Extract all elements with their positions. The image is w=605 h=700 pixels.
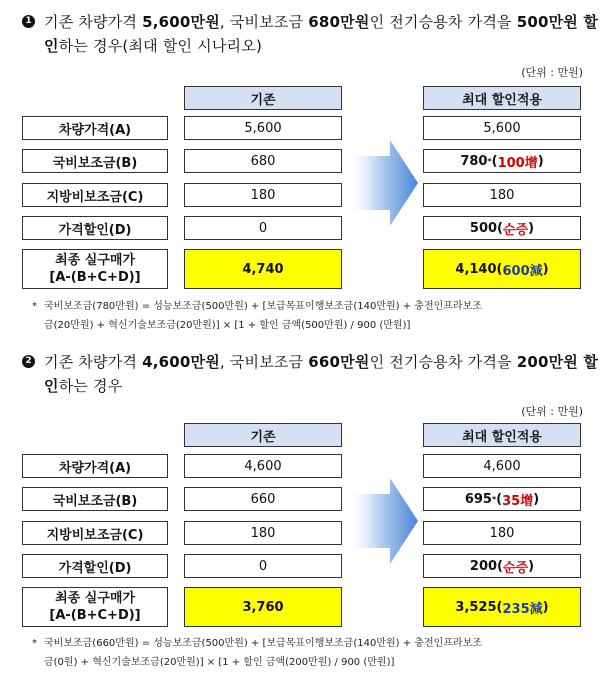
unit-note: (단위 : 만원) (521, 405, 583, 418)
after-value: 4,140 (455, 261, 497, 277)
label-line: [A-(B+C+D)] (49, 270, 141, 285)
paren: ( (496, 599, 503, 615)
column-header-before: 기존 (184, 423, 342, 447)
paren: ) (528, 220, 535, 236)
delta-increase: 순증 (503, 560, 529, 576)
row-label: 가격할인(D) (22, 554, 168, 578)
final-price-label (22, 587, 168, 627)
footnote-star: * (32, 301, 37, 312)
footnote-marker: * (491, 494, 497, 504)
label-line: 최종 실구매가 (55, 591, 135, 606)
label-line: 최종 실구매가 (55, 253, 135, 268)
value-after (423, 216, 581, 240)
value-after (423, 554, 581, 578)
heading-part: , 국비보조금 (219, 353, 309, 371)
footnote-line: 국비보조금(660만원) = 성능보조금(500만원) + [보급목표이행보조금(140만원) + 충전인프라보조 (44, 638, 482, 649)
delta-decrease: 235減 (502, 601, 543, 617)
value-before: 0 (184, 554, 342, 578)
value-after: 180 (423, 183, 581, 207)
heading-part: 기존 차량가격 (44, 353, 143, 371)
unit-note: (단위 : 만원) (521, 66, 583, 79)
final-after (423, 249, 581, 289)
heading-part: 기존 차량가격 (44, 13, 143, 31)
value-after: 4,600 (423, 454, 581, 478)
value-after: 5,600 (423, 116, 581, 140)
value-after: 180 (423, 521, 581, 545)
after-value: 695 (464, 491, 492, 507)
delta-increase: 순증 (503, 222, 529, 238)
delta-increase: 100增 (497, 155, 538, 171)
footnote-star: * (32, 638, 37, 649)
final-after (423, 587, 581, 627)
after-value: 500 (469, 220, 498, 236)
row-label: 차량가격(A) (22, 116, 168, 140)
row-label: 지방비보조금(C) (22, 521, 168, 545)
label-line: [A-(B+C+D)] (49, 608, 141, 623)
heading-bold: 200만원 할인 (44, 353, 599, 395)
row-label: 국비보조금(B) (22, 487, 168, 511)
value-before: 660 (184, 487, 342, 511)
paren: ( (496, 491, 503, 507)
value-before: 180 (184, 521, 342, 545)
row-label: 가격할인(D) (22, 216, 168, 240)
value-before: 5,600 (184, 116, 342, 140)
final-price-label (22, 249, 168, 289)
paren: ( (497, 558, 503, 574)
after-value: 3,525 (455, 599, 497, 615)
column-header-after: 최대 할인적용 (423, 423, 581, 447)
arrow-right-icon (346, 138, 420, 228)
paren: ) (542, 599, 549, 615)
marker-badge: 1 (22, 15, 35, 28)
delta-increase: 35增 (502, 493, 534, 509)
heading-bold: 500만원 할인 (44, 13, 599, 55)
footnote-line: 국비보조금(780만원) = 성능보조금(500만원) + [보급목표이행보조금(140만원) + 충전인프라보조 (44, 301, 482, 312)
heading-bold: 4,600만원 (142, 353, 220, 371)
value-after (423, 149, 581, 173)
paren: ( (497, 220, 503, 236)
heading-bold: 5,600만원 (142, 13, 220, 31)
marker-badge: 2 (22, 355, 35, 368)
heading-part: , 국비보조금 (219, 13, 309, 31)
footnote (32, 634, 599, 672)
value-before: 4,600 (184, 454, 342, 478)
row-label: 차량가격(A) (22, 454, 168, 478)
paren: ) (528, 558, 535, 574)
heading-bold: 680만원 (308, 13, 370, 31)
paren: ( (496, 261, 503, 277)
after-value: 200 (469, 558, 498, 574)
footnote-line: 금(20만원) + 혁신기술보조금(20만원)] × [1 + 할인 금액(500만원) / 900 (만원)] (44, 320, 411, 331)
heading-part: 하는 경우(최대 할인 시나리오) (58, 37, 262, 55)
final-before: 3,760 (184, 587, 342, 627)
after-value: 780 (460, 153, 488, 169)
value-after (423, 487, 581, 511)
delta-decrease: 600減 (502, 263, 543, 279)
heading-bold: 660만원 (308, 353, 370, 371)
row-label: 국비보조금(B) (22, 149, 168, 173)
column-header-before: 기존 (184, 86, 342, 110)
value-before: 180 (184, 183, 342, 207)
value-before: 680 (184, 149, 342, 173)
final-before: 4,740 (184, 249, 342, 289)
footnote-line: 금(0원) + 혁신기술보조금(20만원)] × [1 + 할인 금액(200만원) / 900 (만원)] (44, 657, 395, 668)
heading-text (44, 350, 604, 398)
paren: ) (537, 153, 544, 169)
paren: ) (533, 491, 540, 507)
heading-text (44, 10, 604, 58)
heading-part: 인 전기승용차 가격을 (369, 13, 517, 31)
heading-part: 하는 경우 (58, 377, 123, 395)
footnote-marker: * (487, 156, 492, 166)
arrow-right-icon (346, 476, 420, 566)
footnote (32, 297, 599, 335)
row-label: 지방비보조금(C) (22, 183, 168, 207)
value-before: 0 (184, 216, 342, 240)
paren: ( (491, 153, 498, 169)
heading-part: 인 전기승용차 가격을 (369, 353, 517, 371)
paren: ) (542, 261, 549, 277)
column-header-after: 최대 할인적용 (423, 86, 581, 110)
